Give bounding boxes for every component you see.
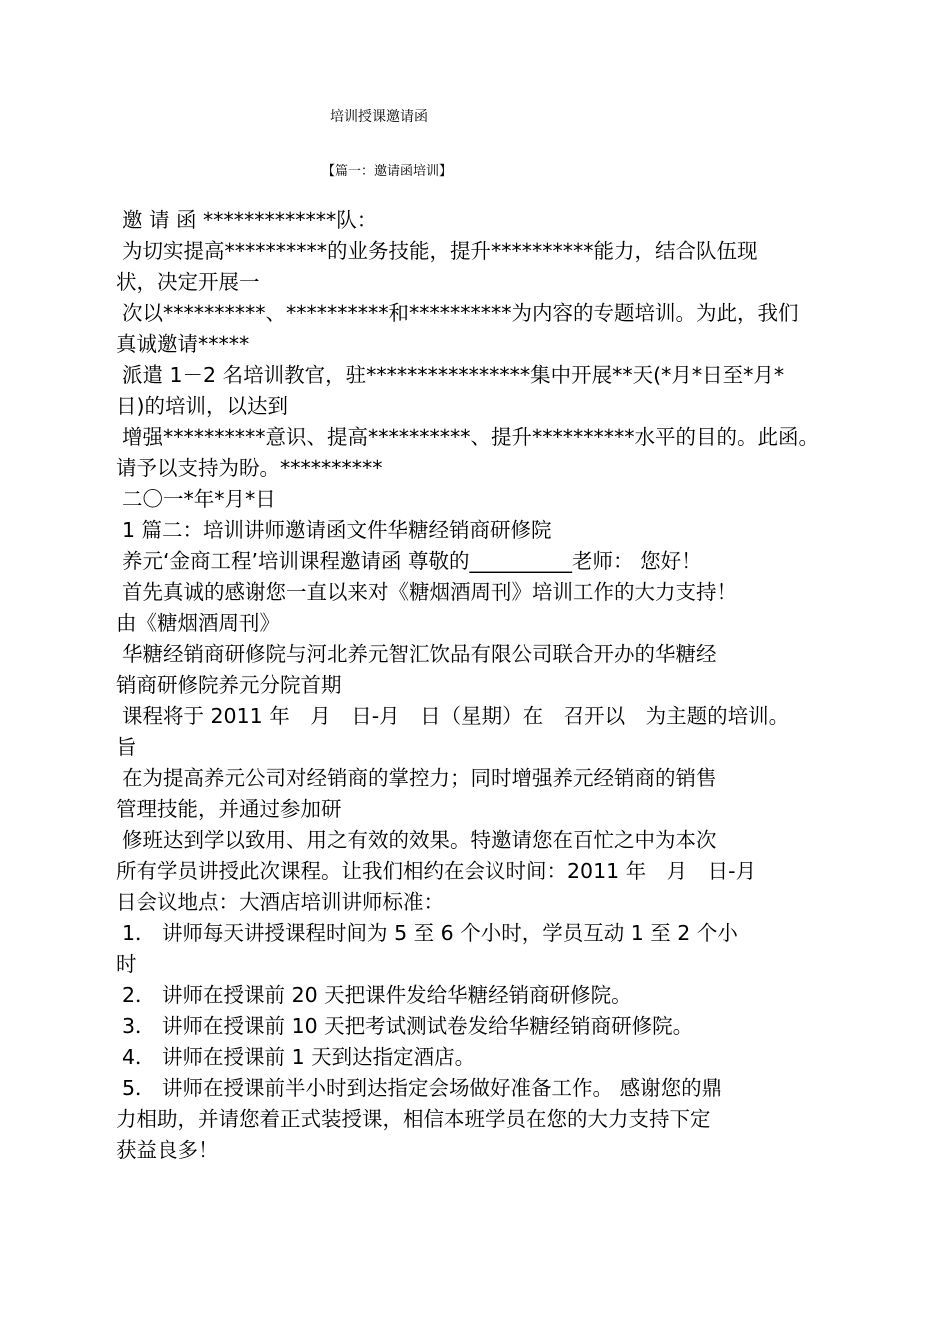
body-line: 华糖经销商研修院与河北养元智汇饮品有限公司联合开办的华糖经 — [122, 642, 717, 666]
list-item: 5． 讲师在授课前半小时到达指定会场做好准备工作。 感谢您的鼎 — [122, 1076, 723, 1100]
list-item: 2． 讲师在授课前 20 天把课件发给华糖经销商研修院。 — [122, 983, 632, 1007]
list-item: 3． 讲师在授课前 10 天把考试测试卷发给华糖经销商研修院。 — [122, 1014, 694, 1038]
document-title: 培训授课邀请函 — [330, 109, 428, 125]
body-line: 销商研修院养元分院首期 — [116, 673, 342, 697]
list-item: 1． 讲师每天讲授课程时间为 5 至 6 个小时，学员互动 1 至 2 个小 — [122, 921, 738, 945]
body-line: 旨 — [116, 735, 137, 759]
body-line: 养元‘金商工程’培训课程邀请函 尊敬的__________老师： 您好！ — [122, 549, 702, 573]
body-line: 日)的培训，以达到 — [116, 394, 288, 418]
body-line: 修班达到学以致用、用之有效的效果。特邀请您在百忙之中为本次 — [122, 828, 717, 852]
body-line: 真诚邀请***** — [116, 332, 250, 356]
body-line: 为切实提高**********的业务技能，提升**********能力，结合队伍现 — [122, 239, 758, 263]
body-line: 邀 请 函 *************队： — [122, 208, 378, 232]
body-line: 增强**********意识、提高**********、提升**********水平的目的。此函。 — [122, 425, 819, 449]
body-line: 派遣 1－2 名培训教官，驻****************集中开展**天(*月*日至*月* — [122, 363, 785, 387]
body-line: 日会议地点：大酒店培训讲师标准： — [116, 890, 444, 914]
body-line: 时 — [116, 952, 137, 976]
body-line: 首先真诚的感谢您一直以来对《糖烟酒周刊》培训工作的大力支持！ — [122, 580, 737, 604]
body-line: 管理技能，并通过参加研 — [116, 797, 342, 821]
body-line: 1 篇二：培训讲师邀请函文件华糖经销商研修院 — [122, 518, 552, 542]
body-line: 二〇一*年*月*日 — [122, 487, 276, 511]
body-line: 所有学员讲授此次课程。让我们相约在会议时间：2011 年 月 日-月 — [116, 859, 757, 883]
body-line: 在为提高养元公司对经销商的掌控力；同时增强养元经销商的销售 — [122, 766, 717, 790]
body-line: 课程将于 2011 年 月 日-月 日（星期）在 召开以 为主题的培训。 — [122, 704, 790, 728]
body-line: 次以**********、**********和**********为内容的专题培训。为此，我们 — [122, 301, 799, 325]
body-line: 获益良多！ — [116, 1138, 219, 1162]
body-line: 请予以支持为盼。********** — [116, 456, 383, 480]
body-line: 由《糖烟酒周刊》 — [116, 611, 280, 635]
document-subtitle: 【篇一：邀请函培训】 — [322, 164, 453, 179]
body-line: 力相助，并请您着正式装授课，相信本班学员在您的大力支持下定 — [116, 1107, 711, 1131]
list-item: 4． 讲师在授课前 1 天到达指定酒店。 — [122, 1045, 476, 1069]
body-line: 状，决定开展一 — [116, 270, 260, 294]
document-body — [116, 205, 866, 1166]
